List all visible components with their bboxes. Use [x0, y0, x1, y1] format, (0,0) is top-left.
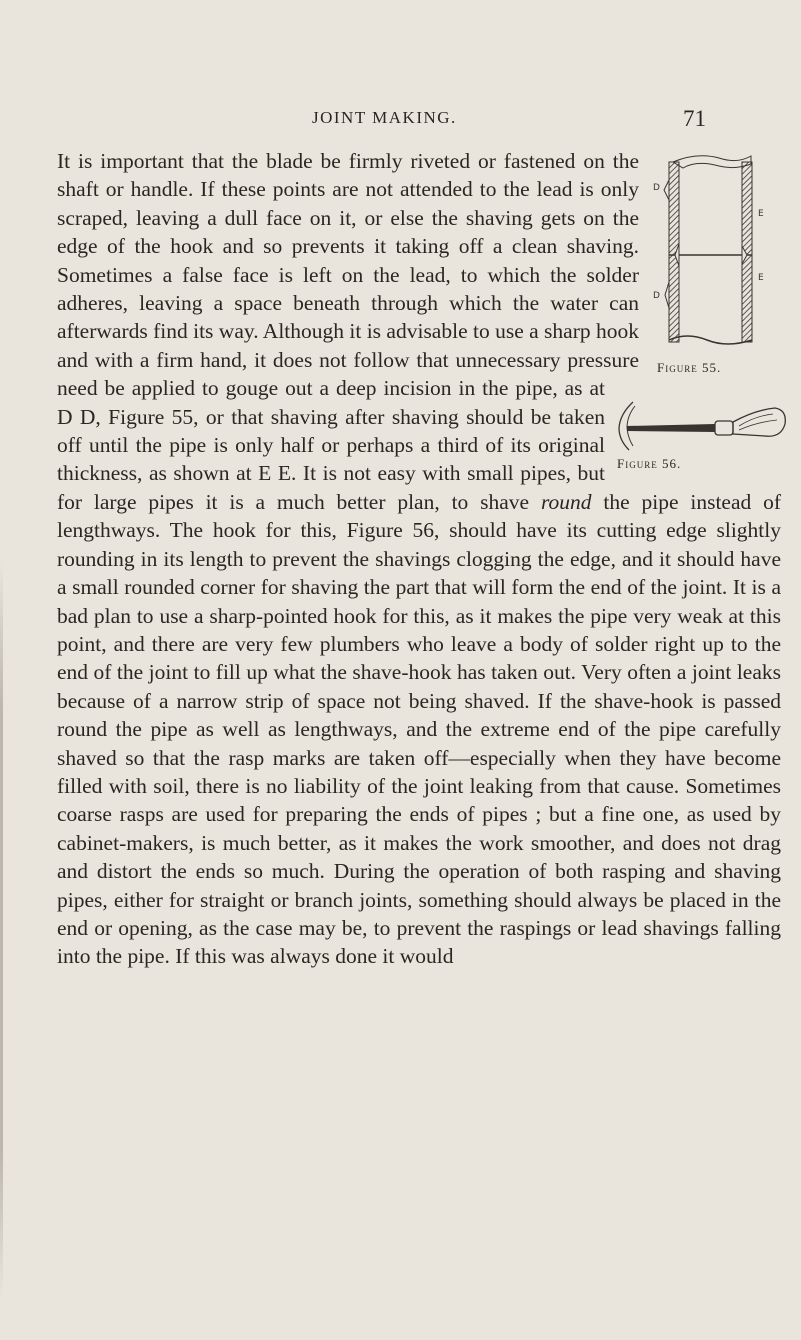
figure-56	[615, 400, 791, 482]
page-header	[0, 108, 801, 138]
label-e-bottom: E	[758, 273, 764, 283]
label-e-top: E	[758, 209, 764, 219]
body-text	[57, 147, 781, 971]
shave-hook-drawing	[615, 400, 791, 456]
paragraph-text-start: It is important that the blade be firmly riveted or fastened on the shaft or handle. If these points are not attended to the lead is only scraped, leaving a dull face on it, or else the shaving gets on the edge of the hook and so prevents it taking off a clean shaving. Sometimes a false face is left on the lead, to which the solder adheres, leaving a space beneath through which the water can afterwards find its way. Although it is advisable to use a sharp hook and with a firm hand, it does not follow that unnecessary pressure need be applied to gouge out a deep incision in the pipe, as at D D, Figure 55, or that shaving after shaving should be taken off until the pipe is only half or perhaps a third of its original thickness, as shown at E E. It is not easy with small pipes, but for large pipes it is a much better plan, to shave	[57, 149, 639, 514]
page-gutter-shadow	[0, 560, 3, 1300]
paragraph-text-end: the pipe instead of lengthways. The hook for this, Figure 56, should have its cutting edge slightly rounding in its length to prevent the shavings clogging the edge, and it should have a small rounded corner for shaving the part that will form the end of the joint. It is a bad plan to use a sharp-pointed hook for this, as it makes the pipe very weak at this point, and there are very few plumbers who leave a body of solder right up to the end of the joint to fill up what the shave-hook has taken out. Very often a joint leaks because of a narrow strip of space not being shaved. If the shave-hook is passed round the pipe as well as lengthways, and the extreme end of the pipe carefully shaved so that the rasp marks are taken off—especially when they have become filled with soil, there is no liability of the joint leaking from that cause. Sometimes coarse rasps are used for preparing the ends of pipes ; but a fine one, as used by cabinet-makers, is much better, as it makes the work smoother, and does not drag and distort the ends so much. During the operation of both rasping and shaving pipes, either for straight or branch joints, something should always be placed in the end or opening, as the case may be, to prevent the raspings or lead shavings falling into the pipe. If this was always done it would	[57, 489, 782, 969]
figure-55-caption: Figure 55.	[657, 359, 722, 375]
page-number: 71	[683, 106, 706, 131]
label-d-top: D	[653, 183, 660, 193]
figure-56-caption: Figure 56.	[617, 455, 682, 471]
pipe-shaving-diagram	[647, 150, 797, 350]
label-d-bottom: D	[653, 291, 660, 301]
figure-55	[647, 150, 797, 382]
emphasis-round: round	[540, 489, 592, 514]
running-title: JOINT MAKING.	[312, 108, 457, 127]
